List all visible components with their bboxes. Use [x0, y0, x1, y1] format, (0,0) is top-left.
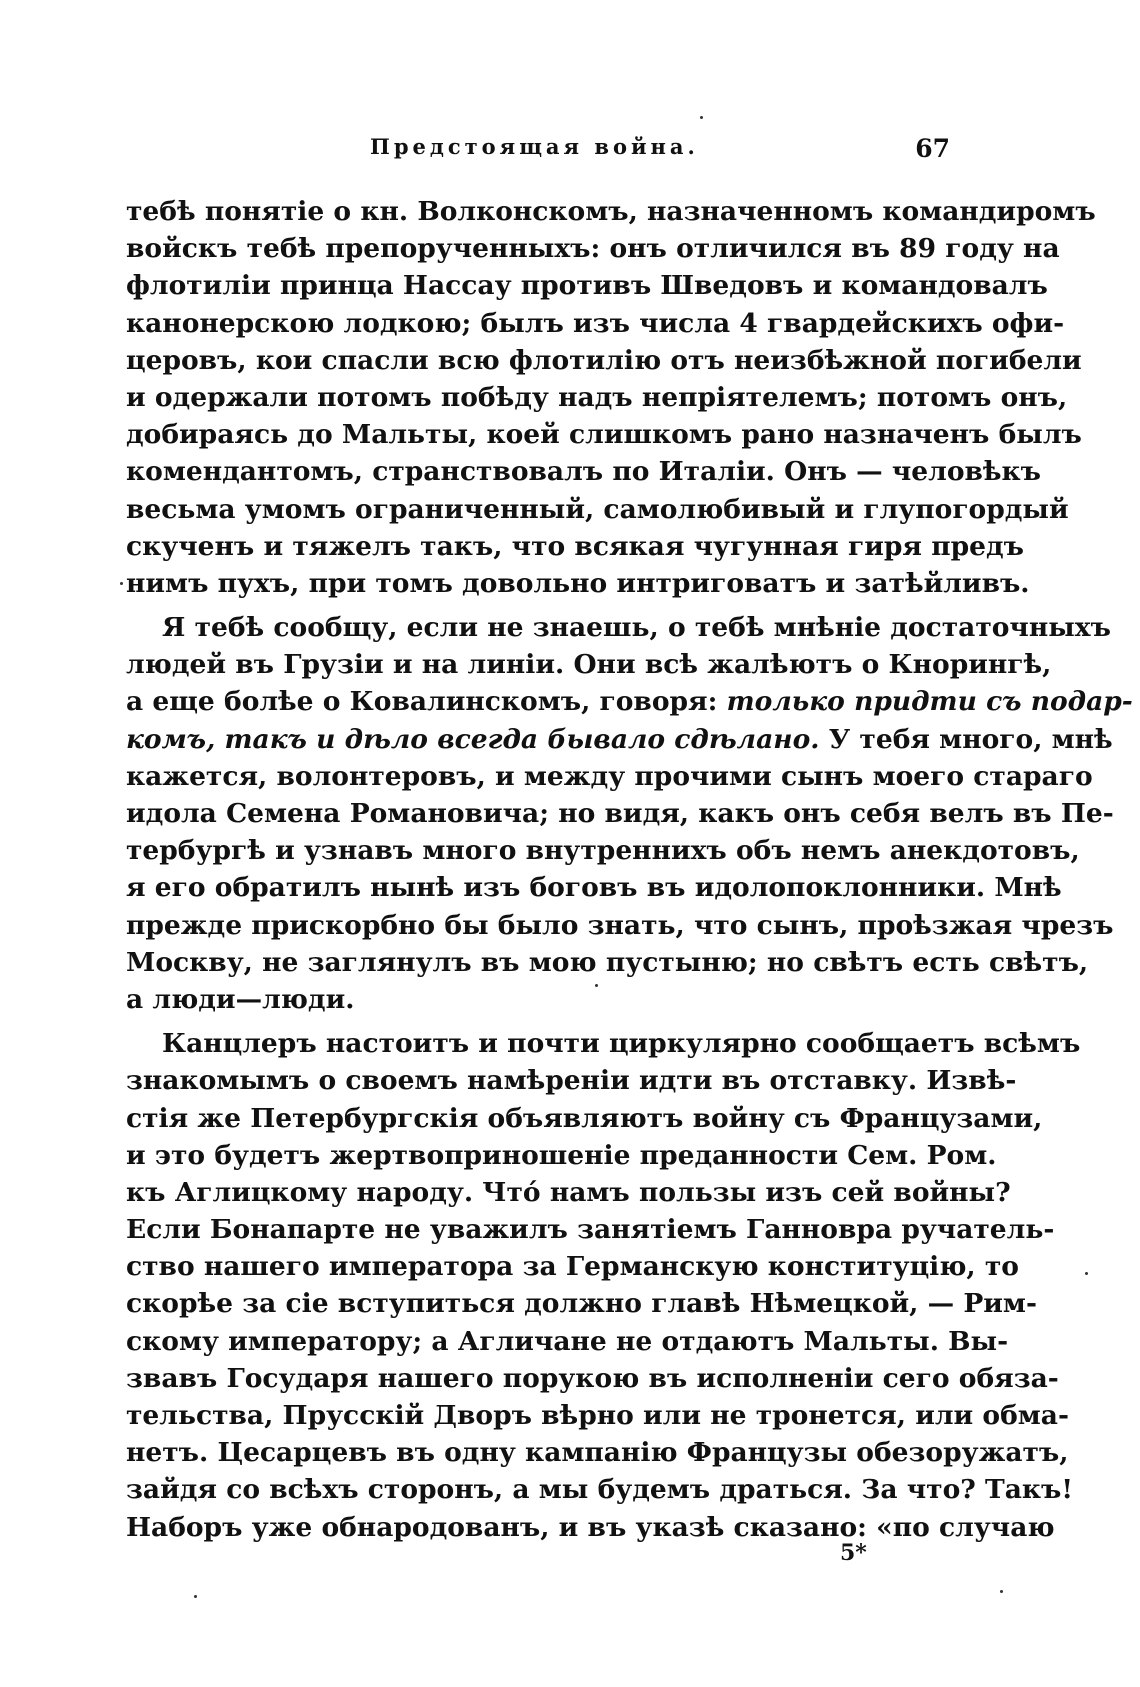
text-line: Наборъ уже обнародованъ, и въ указѣ сказано: «по случаю [126, 1511, 1055, 1543]
text-line: Канцлеръ настоитъ и почти циркулярно сообщаетъ всѣмъ [162, 1028, 1081, 1060]
text-line: церовъ, кои спасли всю флотилію отъ неизбѣжной погибели [126, 344, 1082, 376]
text-line: нимъ пухъ, при томъ довольно интриговатъ и затѣйливъ. [126, 567, 1030, 599]
text-line: а люди—люди. [126, 983, 355, 1015]
paragraph-gap [126, 1018, 952, 1025]
text-line: скому императору; а Агличане не отдаютъ Мальты. Вы- [126, 1325, 1009, 1357]
running-head [120, 134, 950, 174]
paragraph-gap [126, 602, 952, 609]
print-speck [700, 116, 703, 119]
body-text [126, 193, 1133, 1546]
print-speck [120, 582, 123, 585]
print-speck [1085, 1272, 1088, 1275]
text-line: добираясь до Мальты, коей слишкомъ рано назначенъ былъ [126, 419, 1082, 451]
text-line: людей въ Грузіи и на линіи. Они всѣ жалѣютъ о Кнорингѣ, [126, 649, 1052, 681]
text-line: знакомымъ о своемъ намѣреніи идти въ отставку. Извѣ- [126, 1065, 1017, 1097]
print-speck [595, 984, 598, 987]
text-line: я его обратилъ нынѣ изъ боговъ въ идолопоклонники. Мнѣ [126, 872, 1062, 904]
text-line: весьма умомъ ограниченный, самолюбивый и глупогордый [126, 493, 1069, 525]
italic-quote: только придти съ подар- [726, 686, 1133, 718]
text-line: Москву, не заглянулъ въ мою пустыню; но свѣтъ есть свѣтъ, [126, 946, 1089, 978]
text-line: кажется, волонтеровъ, и между прочими сынъ моего стараго [126, 760, 1093, 792]
text-line: тербургѣ и узнавъ много внутреннихъ объ немъ анекдотовъ, [126, 835, 1080, 867]
text-line: къ Аглицкому народу. Чтó намъ пользы изъ сей войны? [126, 1176, 1011, 1208]
print-speck [1000, 1590, 1003, 1593]
signature-mark: 5* [840, 1540, 867, 1566]
text-line: ство нашего императора за Германскую конституцію, то [126, 1251, 1019, 1283]
text-line: Я тебѣ сообщу, если не знаешь, о тебѣ мнѣніе достаточныхъ [162, 612, 1111, 644]
text-line: стія же Петербургскія объявляютъ войну съ Французами, [126, 1102, 1043, 1134]
text-line: Если Бонапарте не уважилъ занятіемъ Ганновра ручатель- [126, 1214, 1055, 1246]
text-line: канонерскою лодкою; былъ изъ числа 4 гвардейскихъ офи- [126, 307, 1065, 339]
text-line: а еще болѣе о Ковалинскомъ, говоря: только придти съ подар- [126, 686, 1133, 718]
paragraph [126, 1025, 1081, 1546]
page-number: 67 [915, 134, 950, 163]
text-line: звавъ Государя нашего порукою въ исполненіи сего обяза- [126, 1362, 1059, 1394]
text-line: и это будетъ жертвоприношеніе преданности Сем. Ром. [126, 1139, 997, 1171]
text-line: скорѣе за сіе вступиться должно главѣ Нѣмецкой, — Рим- [126, 1288, 1037, 1320]
text-line: нетъ. Цесарцевъ въ одну кампанію Французы обезоружатъ, [126, 1437, 1069, 1469]
text-line: комендантомъ, странствовалъ по Италіи. Онъ — человѣкъ [126, 456, 1042, 488]
italic-quote: комъ, такъ и дѣло всегда бывало сдѣлано. [126, 723, 820, 755]
text-line: войскъ тебѣ препорученныхъ: онъ отличился въ 89 году на [126, 233, 1060, 265]
text-line: зайдя со всѣхъ сторонъ, а мы будемъ драться. За что? Такъ! [126, 1474, 1073, 1506]
text-line: тебѣ понятіе о кн. Волконскомъ, назначенномъ командиромъ [126, 196, 1096, 227]
paragraph [126, 193, 1096, 602]
text-line: скученъ и тяжелъ такъ, что всякая чугунная гиря предъ [126, 530, 1024, 562]
text-line: и одержали потомъ побѣду надъ непріятелемъ; потомъ онъ, [126, 381, 1068, 413]
text-line: тельства, Прусскій Дворъ вѣрно или не тронется, или обма- [126, 1400, 1069, 1431]
text-line: прежде прискорбно бы было знать, что сынъ, проѣзжая чрезъ [126, 909, 1114, 941]
print-speck [194, 1595, 197, 1598]
running-title: Предстоящая война. [370, 134, 699, 159]
text-line: идола Семена Романовича; но видя, какъ онъ себя велъ въ Пе- [126, 798, 1114, 829]
text-line: флотиліи принца Нассау противъ Шведовъ и командовалъ [126, 270, 1048, 302]
text-line: комъ, такъ и дѣло всегда бывало сдѣлано. У тебя много, мнѣ [126, 723, 1113, 755]
paragraph [126, 609, 1133, 1018]
